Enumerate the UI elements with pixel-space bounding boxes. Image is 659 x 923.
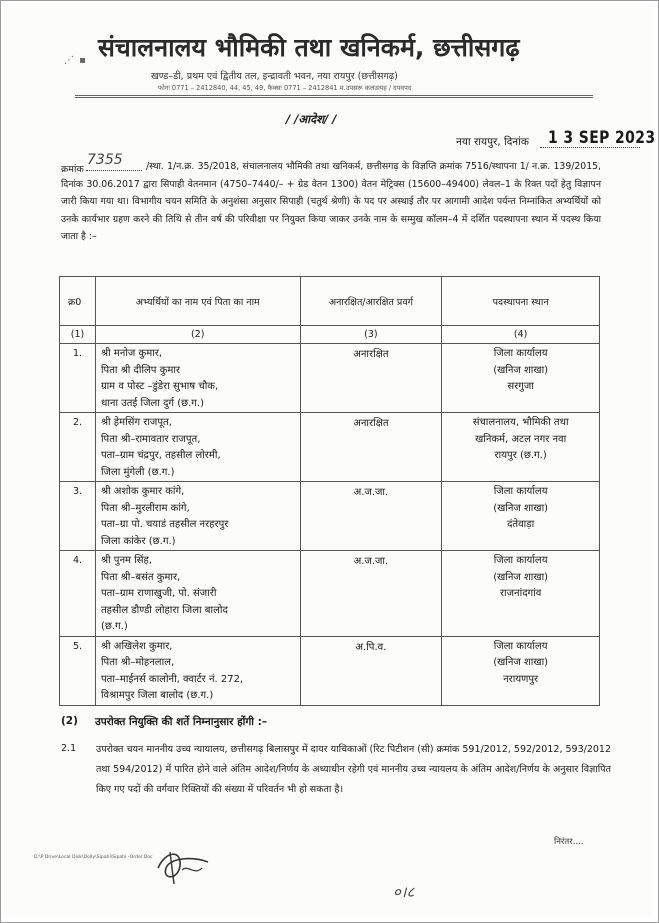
date-stamp: 1 3 SEP 2023: [548, 128, 656, 148]
signature-icon: [152, 846, 214, 886]
table-row: [60, 413, 600, 482]
posting-line: खनिकर्म, अटल नगर नवा: [475, 433, 567, 445]
clause-text: उपरोक्त चयन माननीय उच्च न्यायालय, छत्तीसगढ़ बिलासपुर में दायर याचिकाओं (रिट पिटीशन (सी) क्रमांक 591/2012, 592/2012, 593/2012 तथा 594/2012) में पारित होने वाले अंतिम आदेश/निर्णय के अध्याधीन रहेगी एवं माननीय उच्च न्यायलय के अंतिम आदेश/निर्णय के अनुसार विज्ञापित किए गए पदों की वर्गवार रिक्तियों की संख्या में परिवर्तन भी हो सकता है।: [96, 744, 611, 795]
column-number: (3): [300, 326, 442, 344]
table-row: [60, 344, 600, 413]
clause-number: 2.1: [61, 743, 77, 754]
order-heading: / /आदेश/ /: [286, 112, 337, 126]
posting-place: [442, 551, 600, 637]
candidate-details: [95, 413, 300, 482]
header-divider: [75, 95, 593, 96]
candidate-details: [95, 482, 300, 551]
posting-place: [442, 636, 600, 705]
candidate-line: श्री पुनम सिंह,: [100, 555, 153, 566]
posting-line: संचालनालय, भौमिकी तथा: [472, 417, 569, 428]
posting-line: रायपुर (छ.ग.): [494, 450, 547, 461]
candidate-line: पता–माईनर्स कालोनी, क्वार्टर नं. 272,: [100, 673, 244, 685]
candidate-line: पता–ग्रा पो. चयाडं तहसील नरहरपुर: [100, 519, 229, 530]
candidate-line: जिला मुंगेली (छ.ग.): [100, 466, 175, 478]
header-candidate-name: अभ्यर्थियों का नाम एवं पिता का नाम: [95, 277, 300, 326]
candidate-line: पिता श्री–मुरलीराम कांगे,: [100, 502, 190, 514]
category: अ.ज.जा.: [300, 551, 442, 637]
candidate-line: श्री अखिलेश कुमार,: [100, 640, 173, 652]
handwritten-mark: ०।८: [393, 883, 415, 901]
section-heading: उपरोक्त नियुक्ति की शर्ते निम्नानुसार होंगी :–: [95, 716, 268, 728]
posting-place: [442, 413, 600, 482]
posting-line: (खनिज शाखा): [493, 571, 549, 583]
candidate-line: श्री हेमसिंग राजपूत,: [100, 417, 172, 428]
row-serial: 4.: [60, 551, 96, 637]
order-number-label: क्रमांक: [61, 164, 84, 175]
order-place-label: नया रायपुर, दिनांक: [456, 136, 529, 148]
posting-line: (खनिज शाखा): [493, 364, 549, 376]
candidate-line: पिता श्री–मोहनलाल,: [100, 657, 175, 668]
candidate-details: [95, 636, 300, 705]
date-dotted-line: [540, 147, 640, 148]
candidate-details: [95, 344, 300, 413]
header-posting-place: पदस्थापना स्थान: [442, 277, 600, 326]
row-serial: 5.: [60, 636, 96, 705]
table-header-row: [60, 277, 600, 326]
candidate-line: पता–ग्राम चंद्रपुर, तहसील लोरमी,: [100, 450, 221, 461]
row-serial: 3.: [60, 482, 96, 551]
posting-line: (खनिज शाखा): [493, 657, 549, 668]
candidate-line: ग्राम व पोस्ट –डुंडेरा सुभाष चौक,: [100, 381, 219, 392]
posting-line: (खनिज शाखा): [493, 502, 549, 514]
category: अ.पि.व.: [300, 636, 442, 705]
file-path: D:\P Drive\Local Disk\Dolly\Sipahi\Sipahi -Order.Doc: [34, 855, 153, 860]
appointment-table: [59, 276, 600, 706]
header-category: अनारक्षित/आरक्षित प्रवर्ग: [300, 277, 442, 326]
category: अनारक्षित: [300, 344, 442, 413]
row-serial: 1.: [60, 344, 96, 413]
column-number: (1): [60, 326, 96, 344]
category: अ.ज.जा.: [300, 482, 442, 551]
posting-line: जिला कार्यालय: [493, 486, 548, 497]
continued-note: निरंतर....: [554, 837, 584, 847]
order-number-handwritten: 7355: [87, 152, 123, 168]
candidate-line: श्री अशोक कुमार कांगे,: [100, 486, 185, 497]
posting-line: राजनांदगांव: [499, 588, 542, 599]
table-row: [60, 636, 600, 705]
office-phone-fax: फोनः 0771 – 2412840, 44, 45, 49, फैक्सः 0771 – 2412841 म.उपसरू कलउत्पह / दपवपद: [158, 84, 412, 92]
office-address: खण्ड–डी, प्रथम एवं द्वितीय तल, इन्द्रावती भवन, नया रायपुर (छत्तीसगढ़): [151, 71, 398, 82]
posting-line: नरायणपुर: [503, 673, 539, 685]
office-title: संचालनालय भौमिकी तथा खनिकर्म, छत्तीसगढ़: [98, 33, 520, 62]
section-number: (2): [61, 715, 78, 727]
intro-paragraph: /स्था. 1/न.क्र. 35/2018, संचालनालय भौमिकी तथा खनिकर्म, छत्तीसगढ़ के विज्ञप्ति क्रमांक 7516/स्थापना 1/ न.क्र. 139/2015, दिनांक 30.06.2017 द्वारा सिपाही वेतनमान (4750–7440/– + ग्रेड वेतन 1300) वेतन मेट्रिक्स (15600–49400) लेवल–1 के रिक्त पदों हेतु विज्ञापन जारी किया गया था। विभागीय चयन समिति के अनुशंसा अनुसार सिपाही (चतुर्थ श्रेणी) के पद पर अस्थाई तौर पर आगामी आदेश पर्यन्त निम्नांकित अभ्यर्थियों को उनके कार्यभार ग्रहण करने की तिथि से तीन वर्ष की परिवीक्षा पर नियुक्त किया जाकर उनके नाम के सम्मुख कॉलम–4 में दर्शित पदस्थापना स्थान में पदस्थ किया जाता है :–: [61, 161, 601, 242]
candidate-line: पिता श्री–रामावतार राजपूत,: [100, 433, 201, 445]
posting-line: जिला कार्यालय: [493, 640, 548, 652]
candidate-details: [95, 551, 300, 637]
row-serial: 2.: [60, 413, 96, 482]
header-serial: क्र0: [60, 277, 96, 326]
category: अनारक्षित: [300, 413, 442, 482]
candidate-line: पिता श्री दीलिप कुमार: [100, 364, 181, 376]
candidate-line: श्री मनोज कुमार,: [100, 348, 163, 359]
posting-line: जिला कार्यालय: [493, 348, 548, 359]
column-number: (2): [95, 326, 300, 344]
candidate-line: पता–ग्राम राणाखुजी, पो. संजारी: [100, 588, 217, 599]
candidate-line: जिला कांकेर (छ.ग.): [100, 535, 176, 547]
table-row: [60, 551, 600, 637]
candidate-line: पिता श्री–बसंत कुमार,: [100, 571, 181, 583]
candidate-line: विश्रामपुर जिला बालोद (छ.ग.): [100, 690, 214, 701]
posting-place: [442, 482, 600, 551]
posting-line: दंतेवाड़ा: [507, 519, 535, 530]
column-number: (4): [442, 326, 600, 344]
posting-place: [442, 344, 600, 413]
table-row: [60, 482, 600, 551]
posting-line: सरगुजा: [507, 381, 534, 392]
candidate-line: थाना उतई जिला दुर्ग (छ.ग.): [100, 397, 204, 409]
candidate-line: तहसील डौण्डी लोहारा जिला बालोद: [100, 604, 228, 616]
column-number-row: [60, 326, 600, 344]
posting-line: जिला कार्यालय: [493, 555, 548, 566]
candidate-line: (छ.ग.): [100, 621, 128, 632]
scan-smudge: ⋰ ▪: [64, 55, 87, 66]
header-divider-2: [75, 97, 593, 98]
